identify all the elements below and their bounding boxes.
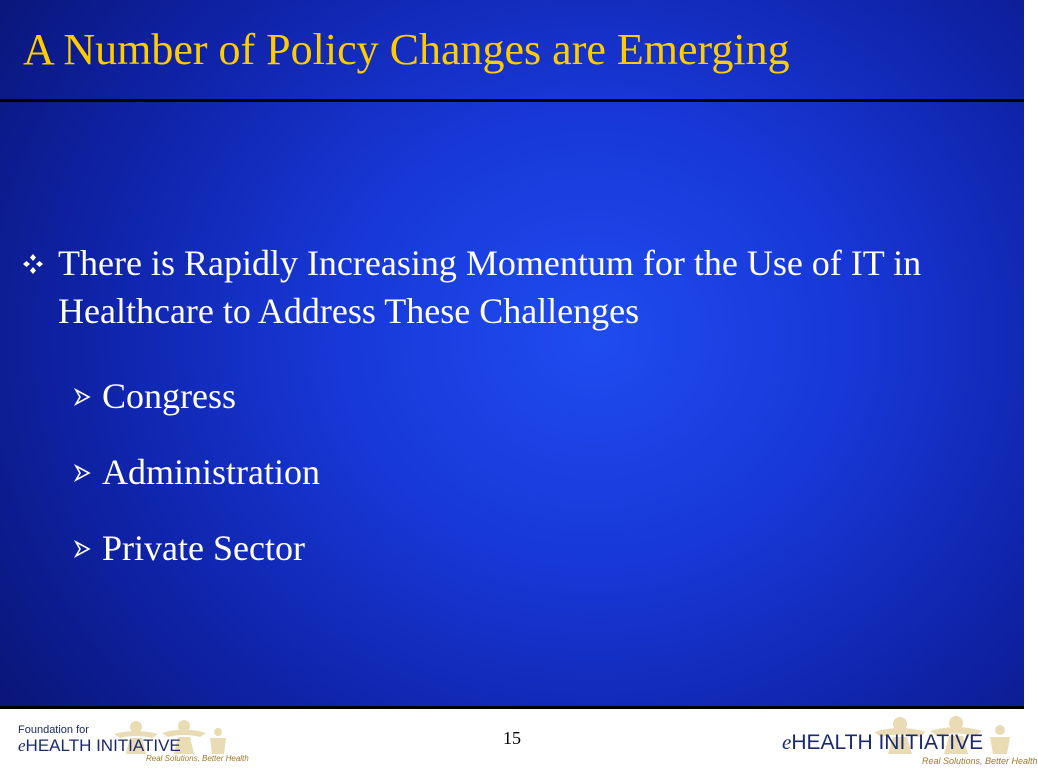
arrowhead-icon	[74, 389, 90, 405]
sub-bullet-administration	[74, 452, 320, 492]
right-tagline: Real Solutions, Better Health	[922, 756, 1038, 766]
sub-bullet-congress	[74, 376, 236, 416]
page-number: 15	[503, 728, 521, 748]
sub-bullet-text: Private Sector	[102, 528, 305, 568]
brand-rest: HEALTH INITIATIVE	[25, 736, 181, 755]
sub-bullet-private-sector	[74, 528, 305, 568]
brand-e: e	[782, 730, 792, 754]
brand-e: e	[18, 736, 26, 755]
foundation-label: Foundation for	[18, 724, 89, 736]
left-tagline: Real Solutions, Better Health	[146, 754, 249, 763]
slide-title: A Number of Policy Changes are Emerging	[23, 25, 790, 74]
main-bullet-text: There is Rapidly Increasing Momentum for the Use of IT in Healthcare to Address These Challenges	[58, 243, 922, 331]
arrowhead-icon	[74, 465, 90, 481]
right-brand	[782, 730, 983, 755]
arrowhead-icon	[74, 541, 90, 557]
title-divider	[0, 99, 1024, 102]
sub-bullet-text: Administration	[102, 452, 320, 492]
sub-bullet-text: Congress	[102, 376, 236, 416]
slide-footer	[0, 706, 1038, 768]
footer-divider	[0, 706, 1024, 709]
diamond-quad-icon	[22, 253, 44, 275]
main-bullet	[22, 239, 1002, 335]
brand-rest: HEALTH INITIATIVE	[791, 731, 984, 754]
ehealth-logo	[782, 716, 1038, 768]
